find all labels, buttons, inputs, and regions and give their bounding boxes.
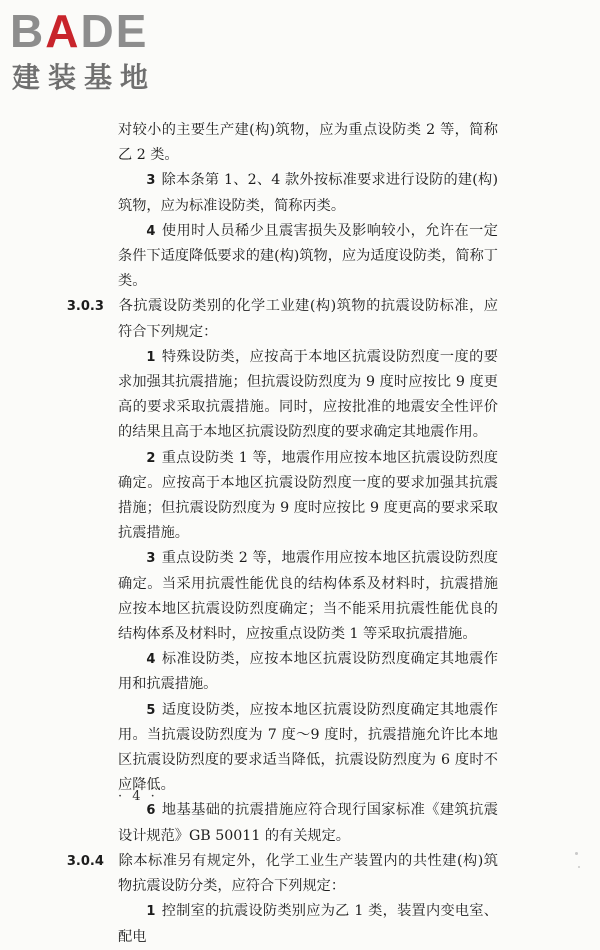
list-item bbox=[118, 899, 498, 949]
scan-speck bbox=[575, 852, 578, 855]
item-number: 4 bbox=[146, 223, 156, 239]
item-number: 2 bbox=[146, 450, 156, 466]
item-number: 1 bbox=[146, 904, 156, 920]
clause-text: 除本标准另有规定外，化学工业生产装置内的共性建(构)筑物抗震设防分类，应符合下列规定： bbox=[118, 852, 498, 895]
logo-subtitle: 建装基地 bbox=[12, 61, 157, 94]
list-item bbox=[118, 219, 498, 295]
list-item bbox=[118, 345, 498, 446]
bade-logo bbox=[10, 6, 180, 96]
list-item bbox=[118, 647, 498, 697]
item-text: 重点设防类 1 等，地震作用应按本地区抗震设防烈度确定。应按高于本地区抗震设防烈度一度的要求加强其抗震措施；但抗震设防烈度为 9 度时应按比 9 度更高的要求采取抗震措施。 bbox=[118, 449, 498, 542]
paragraph-continuation bbox=[118, 118, 498, 168]
item-text: 适度设防类，应按本地区抗震设防烈度确定其地震作用。当抗震设防烈度为 7 度～9 度时，抗震措施允许比本地区抗震设防烈度的要求适当降低，抗震设防烈度为 6 度时不应降低。 bbox=[118, 701, 498, 794]
list-item bbox=[118, 698, 498, 799]
clause-heading bbox=[67, 294, 498, 344]
item-text: 地基基础的抗震措施应符合现行国家标准《建筑抗震设计规范》GB 50011 的有关规定。 bbox=[118, 802, 498, 844]
page-number: · 4 · bbox=[118, 789, 158, 804]
scan-speck bbox=[578, 866, 580, 868]
item-number: 1 bbox=[146, 349, 156, 365]
item-number: 4 bbox=[146, 652, 156, 668]
item-text: 使用时人员稀少且震害损失及影响较小，允许在一定条件下适度降低要求的建(构)筑物，应为适度设防类，简称丁类。 bbox=[118, 222, 498, 290]
item-text: 标准设防类，应按本地区抗震设防烈度确定其地震作用和抗震措施。 bbox=[118, 651, 498, 693]
clause-text: 各抗震设防类别的化学工业建(构)筑物的抗震设防标准，应符合下列规定： bbox=[118, 298, 498, 340]
clause-number: 3.0.4 bbox=[66, 853, 104, 869]
document-body bbox=[66, 118, 498, 950]
logo-wordmark: BADE bbox=[10, 5, 149, 57]
list-item bbox=[118, 798, 498, 848]
logo-accent-letter: A bbox=[45, 5, 81, 57]
paragraph-text: 对较小的主要生产建(构)筑物，应为重点设防类 2 等，简称乙 2 类。 bbox=[118, 122, 498, 164]
item-text: 特殊设防类，应按高于本地区抗震设防烈度一度的要求加强其抗震措施；但抗震设防烈度为 9 度时应按比 9 度更高的要求采取抗震措施。同时，应按批准的地震安全性评价的结果且高于本地区抗震设防烈度的要求确定其地震作用。 bbox=[118, 348, 498, 441]
list-item bbox=[118, 546, 498, 647]
item-text: 除本条第 1、2、4 款外按标准要求进行设防的建(构)筑物，应为标准设防类，简称丙类。 bbox=[118, 172, 498, 214]
clause-heading bbox=[67, 849, 498, 899]
item-text: 重点设防类 2 等，地震作用应按本地区抗震设防烈度确定。当采用抗震性能优良的结构体系及材料时，抗震措施应按本地区抗震设防烈度确定；当不能采用抗震性能优良的结构体系及材料时，应按重点设防类 1 等采取抗震措施。 bbox=[118, 550, 498, 643]
clause-number: 3.0.3 bbox=[66, 299, 104, 315]
list-item bbox=[118, 168, 498, 218]
item-number: 5 bbox=[146, 702, 156, 718]
item-number: 3 bbox=[146, 551, 156, 567]
item-number: 6 bbox=[146, 803, 156, 819]
item-text: 控制室的抗震设防类别应为乙 1 类，装置内变电室、配电 bbox=[118, 903, 498, 945]
item-number: 3 bbox=[146, 173, 156, 189]
list-item bbox=[118, 446, 498, 547]
